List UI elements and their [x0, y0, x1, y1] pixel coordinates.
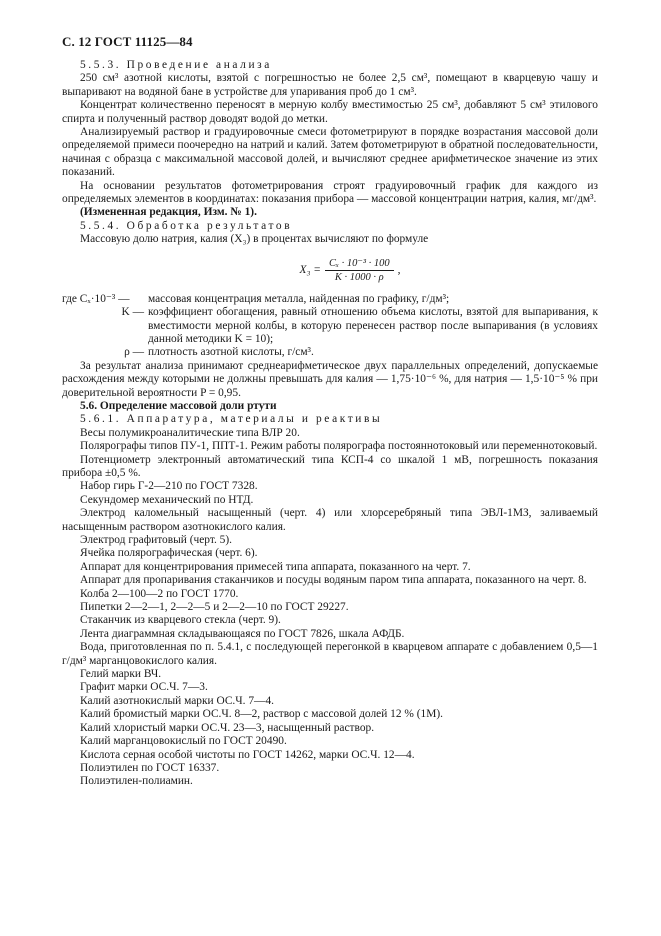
- result-paragraph: За результат анализа принимают среднеарифметическое двух параллельных определений, допускаемые расхождения между которыми не должны превышать для калия — 1,75·10⁻⁶ %, для натрия — 1,5·10⁻⁵ % при доверительной вероятности P = 0,95.: [62, 359, 598, 399]
- section-5-6-title: 5.6. Определение массовой доли ртути: [80, 399, 277, 412]
- list-item: Калий хлористый марки ОС.Ч. 23—3, насыщенный раствор.: [80, 721, 375, 734]
- document-page: [62, 34, 598, 789]
- formula: [102, 253, 598, 287]
- section-5-5-3-title: 5.5.3. Проведение анализа: [80, 59, 272, 71]
- list-item: Набор гирь Г-2—210 по ГОСТ 7328.: [80, 480, 258, 493]
- definition-label: K —: [121, 306, 144, 319]
- list-item: Калий азотнокислый марки ОС.Ч. 7—4.: [80, 694, 274, 707]
- list-item: Электрод графитовый (черт. 5).: [80, 534, 232, 546]
- list-item: Полярографы типов ПУ-1, ППТ-1. Режим работы полярографа постояннотоковый или переменнотоковый.: [80, 440, 598, 453]
- definition-row: [62, 346, 598, 359]
- list-item: Аппарат для пропаривания стаканчиков и посуды водяным паром типа аппарата, показанного на черт. 8.: [80, 574, 587, 587]
- list-item: Ячейка полярографическая (черт. 6).: [80, 547, 258, 560]
- definition-text: коэффициент обогащения, равный отношению объема кислоты, взятой для выпаривания, к вместимости мерной колбы, в которую перенесен раствор после выпаривания (в условиях данной методики K = 10);: [148, 306, 598, 345]
- definition-row: [62, 306, 598, 346]
- list-item: Гелий марки ВЧ.: [80, 668, 162, 681]
- list-item: Калий марганцовокислый по ГОСТ 20490.: [80, 735, 287, 748]
- formula-intro: Массовую долю натрия, калия (X₃) в процентах вычисляют по формуле: [80, 233, 429, 246]
- paragraph: Анализируемый раствор и градуировочные смеси фотометрируют в порядке возрастания массовой доли определяемой примеси поочередно на натрий и калий. Затем фотометрируют в обратной последовательности, начиная с образца с максимальной массовой долей, и вычисляют среднее арифметическое значение из этих показаний.: [62, 126, 598, 179]
- definition-row: [62, 293, 598, 306]
- list-item: Стаканчик из кварцевого стекла (черт. 9).: [80, 614, 281, 627]
- list-item: Полиэтилен по ГОСТ 16337.: [80, 761, 220, 774]
- list-item: Секундомер механический по НТД.: [80, 493, 254, 506]
- list-item: Лента диаграммная складывающаяся по ГОСТ 7826, шкала АФДБ.: [80, 627, 405, 640]
- list-item: Пипетки 2—2—1, 2—2—5 и 2—2—10 по ГОСТ 29227.: [80, 601, 349, 614]
- formula-numerator: Cₓ · 10⁻³ · 100: [325, 257, 394, 271]
- list-item: Весы полумикроаналитические типа ВЛР 20.: [80, 426, 300, 439]
- formula-lhs: X₃ =: [299, 263, 321, 276]
- page-header: С. 12 ГОСТ 11125—84: [62, 34, 193, 49]
- paragraph: Концентрат количественно переносят в мерную колбу вместимостью 25 см³, добавляют 5 см³ этилового спирта и полученный раствор доводят водой до метки.: [62, 99, 598, 125]
- paragraph: На основании результатов фотометрирования строят градуировочный график для каждого из определяемых элементов в координатах: показания прибора — массовой концентрации натрия, калия, мг/дм³.: [62, 179, 598, 206]
- list-item: Вода, приготовленная по п. 5.4.1, с последующей перегонкой в кварцевом аппарате с добавлением 0,5—1 г/дм³ марганцовокислого калия.: [62, 641, 598, 667]
- formula-fraction: [325, 257, 394, 283]
- formula-definitions: [62, 293, 598, 360]
- paragraph: 250 см³ азотной кислоты, взятой с погрешностью не более 2,5 см³, помещают в кварцевую чашу и выпаривают на водяной бане в устройстве для упаривания проб до 1 см³.: [62, 72, 598, 98]
- list-item: Потенциометр электронный автоматический типа КСП-4 со шкалой 1 мВ, погрешность показания прибора ±0,5 %.: [62, 453, 598, 479]
- list-item: Аппарат для концентрирования примесей типа аппарата, показанного на черт. 7.: [80, 560, 471, 573]
- list-item: Колба 2—100—2 по ГОСТ 1770.: [80, 587, 239, 600]
- list-item: Калий бромистый марки ОС.Ч. 8—2, раствор с массовой долей 12 % (1М).: [80, 708, 443, 721]
- definition-label: где Cₓ·10⁻³ —: [62, 292, 130, 305]
- formula-tail: ,: [397, 263, 401, 276]
- formula-denominator: K · 1000 · ρ: [334, 271, 384, 283]
- definition-text: плотность азотной кислоты, г/см³.: [148, 346, 314, 359]
- list-item: Графит марки ОС.Ч. 7—3.: [80, 681, 208, 694]
- definition-label: ρ —: [124, 346, 144, 359]
- section-5-5-4-title: 5.5.4. Обработка результатов: [80, 219, 293, 232]
- definition-text: массовая концентрация металла, найденная по графику, г/дм³;: [148, 292, 450, 305]
- list-item: Электрод каломельный насыщенный (черт. 4) или хлорсеребряный типа ЭВЛ-1МЗ, заливаемый насыщенным раствором азотнокислого калия.: [62, 507, 598, 533]
- list-item: Кислота серная особой чистоты по ГОСТ 14262, марки ОС.Ч. 12—4.: [80, 748, 415, 761]
- amendment-note: (Измененная редакция, Изм. № 1).: [80, 206, 257, 219]
- list-item: Полиэтилен-полиамин.: [80, 775, 193, 788]
- section-5-6-1-title: 5.6.1. Аппаратура, материалы и реактивы: [80, 413, 383, 426]
